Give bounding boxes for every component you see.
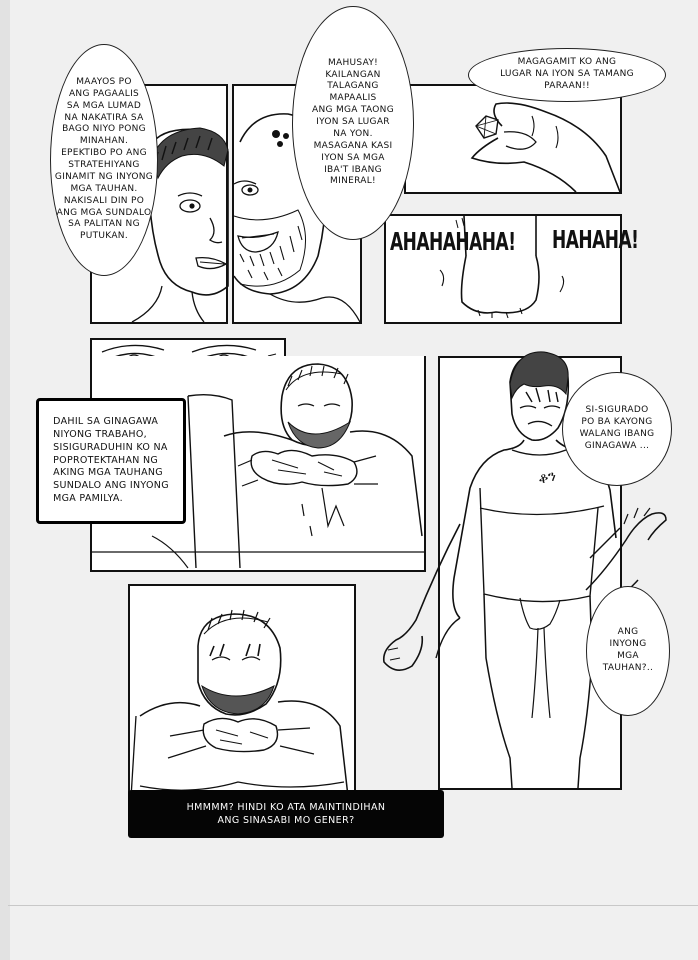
caption-text-dahil: DAHIL SA GINAGAWA NIYONG TRABAHO, SISIGURADUHIN KO NA POPROTEKTAHAN NG AKING MGA TAUHANG SUNDALO ANG INYONG MGA PAMILYA. — [53, 416, 169, 505]
laugh-sound-effect-long: AHAHAHAHA! — [390, 228, 516, 257]
speech-text-sigurado: SI-SIGURADO PO BA KAYONG WALANG IBANG GINAGAWA ... — [579, 405, 655, 451]
page-edge — [0, 0, 10, 960]
general-closeup-drawing — [130, 586, 354, 814]
speech-text-magagamit: MAGAGAMIT KO ANG LUGAR NA IYON SA TAMANG PARAAN!! — [500, 57, 634, 91]
hand-gem-drawing — [406, 86, 620, 192]
panel-general-closeup — [128, 584, 356, 816]
speech-text-mahusay: MAHUSAY! KAILANGAN TALAGANG MAPAALIS ANG MGA TAONG IYON SA LUGAR NA YON. MASAGANA KASI IYON SA MGA IBA'T IBANG MINERAL! — [312, 57, 394, 187]
caption-box-dahil — [36, 398, 186, 524]
caption-box-hmmm — [128, 790, 444, 838]
caption-text-hmmm: HMMMM? HINDI KO ATA MAINTINDIHAN ANG SINASABI MO GENER? — [186, 801, 386, 826]
speech-bubble-sigurado — [562, 372, 672, 486]
speech-bubble-tauhan — [586, 586, 670, 716]
speech-text-maayos: MAAYOS PO ANG PAGAALIS SA MGA LUMAD NA NAKATIRA SA BAGO NIYO PONG MINAHAN. EPEKTIBO PO ANG STRATEHIYANG GINAMIT NG INYONG MGA TAUHAN. NAKISALI DIN PO ANG MGA SUNDALO SA PALITAN NG PUTUKAN. — [54, 76, 154, 242]
shirt-logo-mark: ቆን — [536, 466, 558, 488]
speech-bubble-magagamit — [468, 48, 666, 102]
speech-bubble-mahusay — [292, 6, 414, 240]
speech-bubble-maayos — [50, 44, 158, 276]
speech-text-tauhan: ANG INYONG MGA TAUHAN?.. — [602, 627, 654, 673]
panel-laughing-fist — [384, 214, 639, 324]
laugh-sound-effect-short: HAHAHA! — [552, 226, 639, 255]
bottom-divider — [8, 905, 698, 906]
